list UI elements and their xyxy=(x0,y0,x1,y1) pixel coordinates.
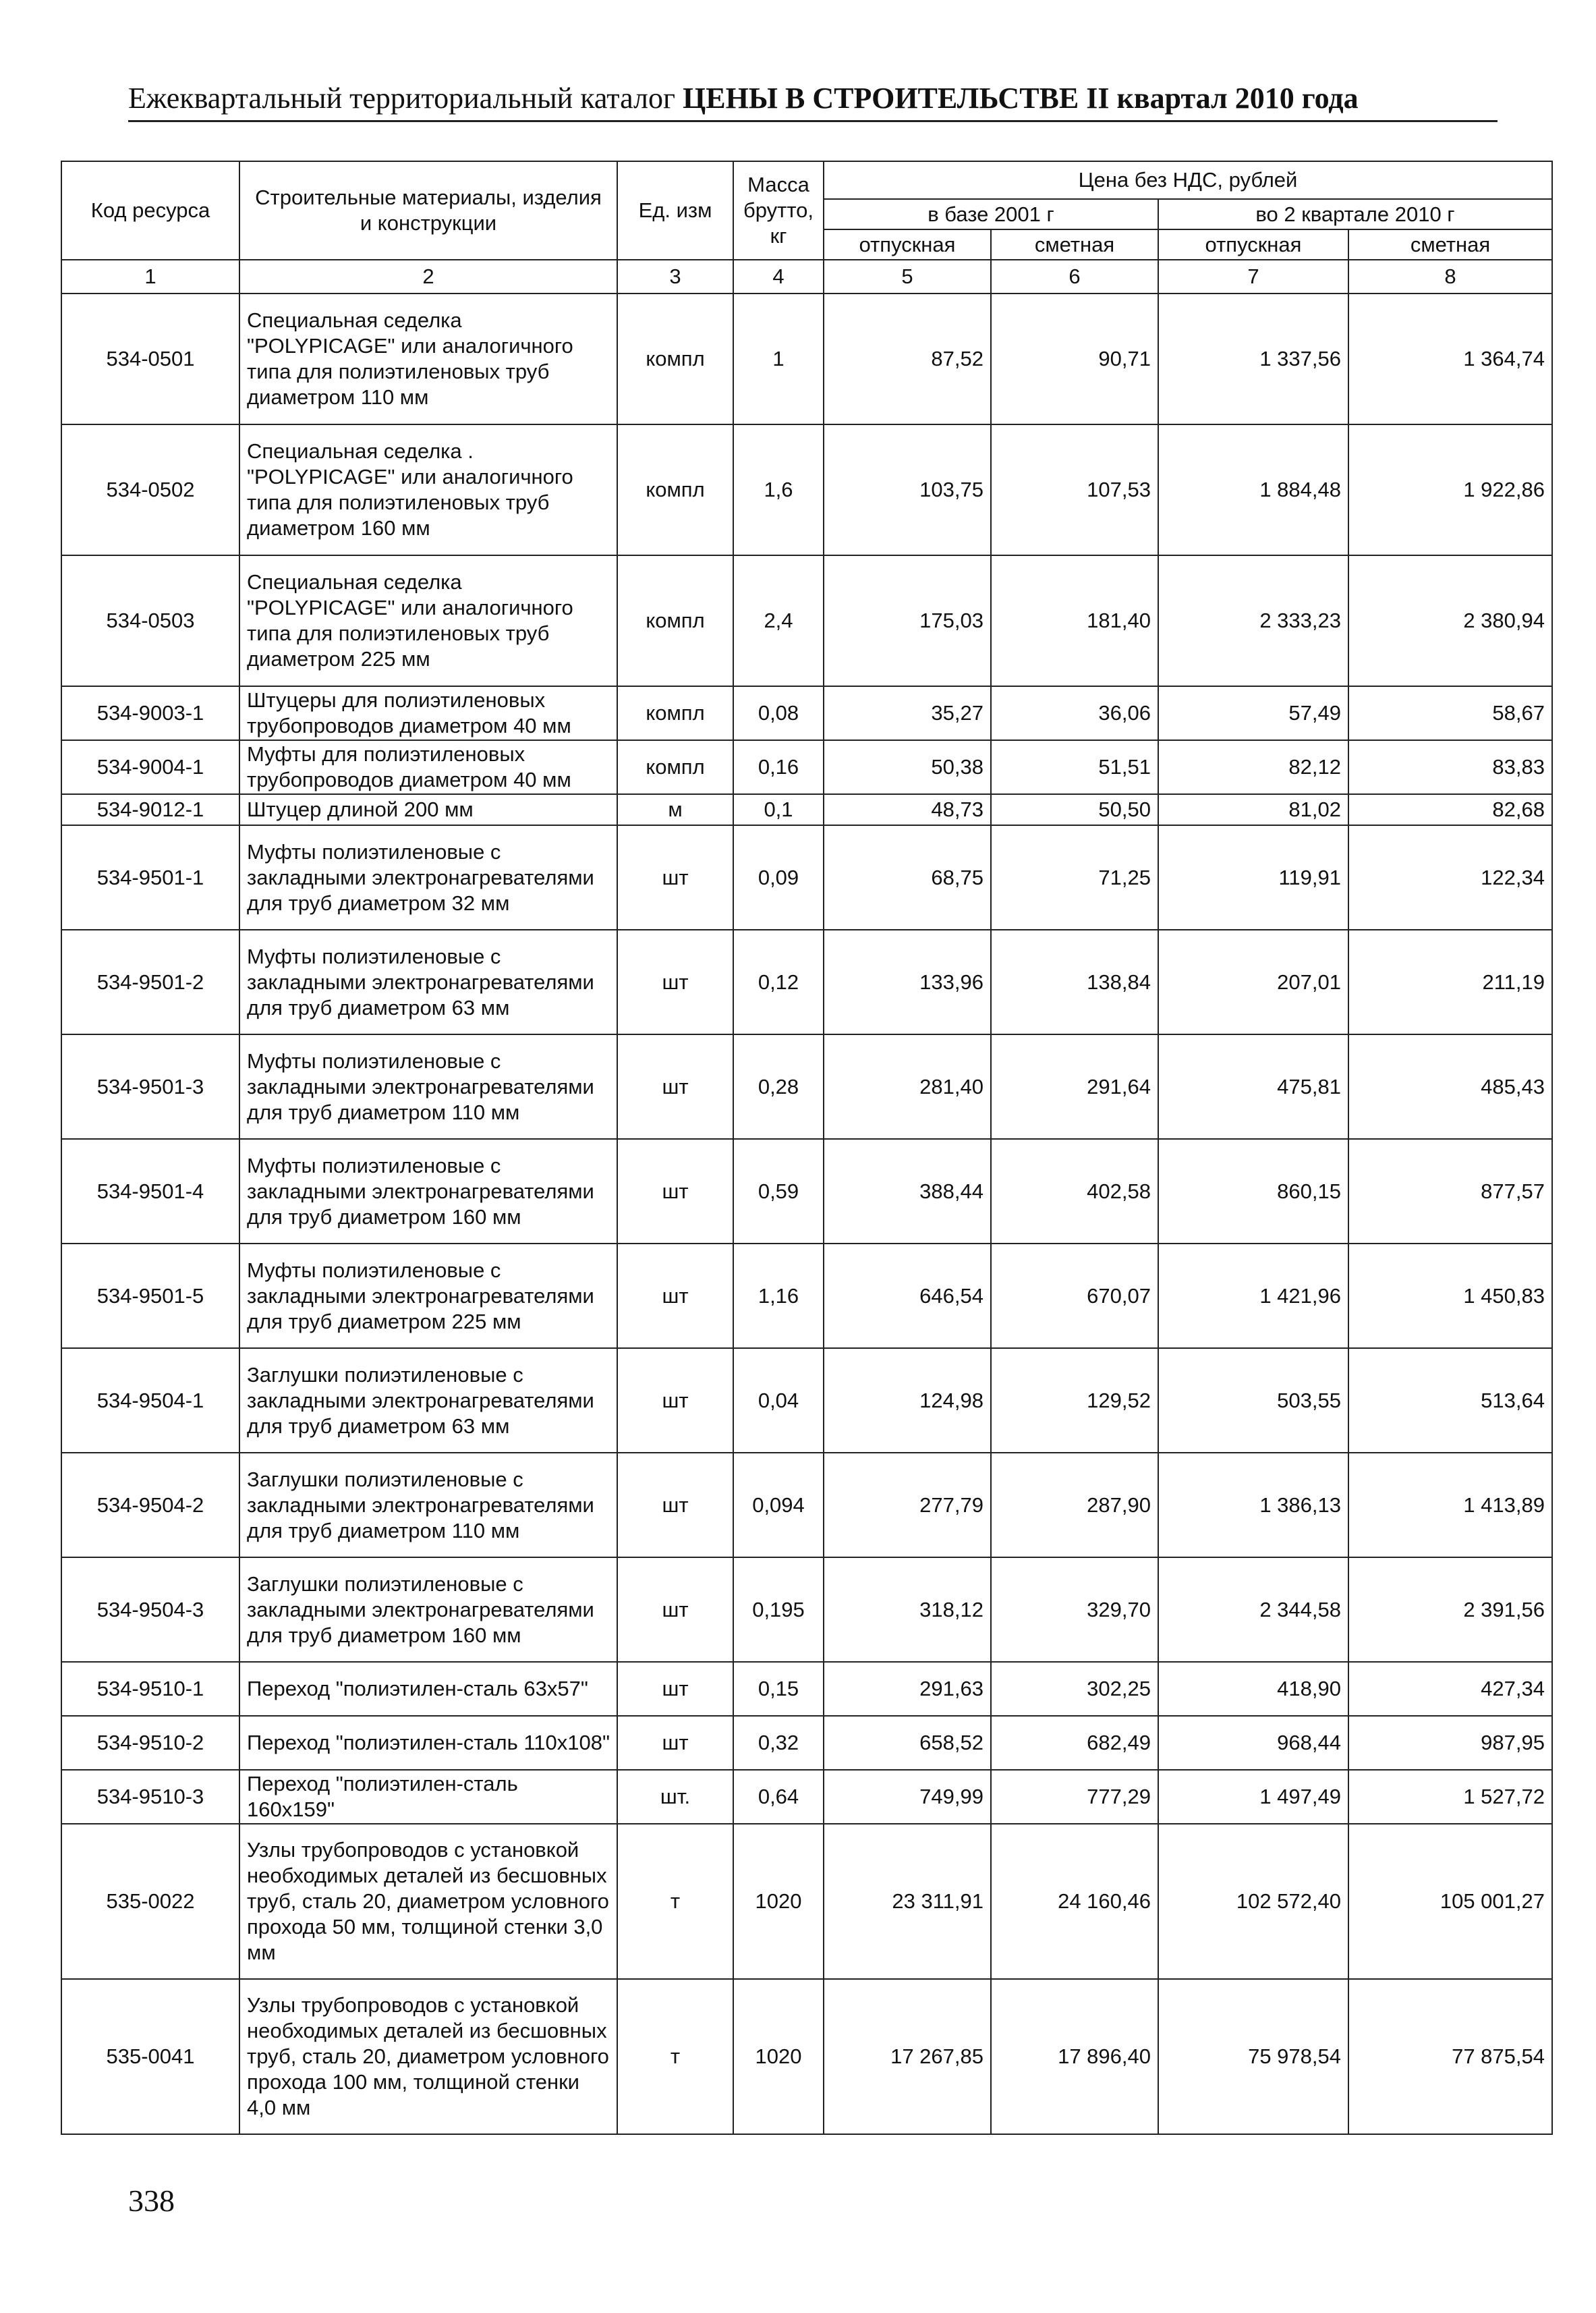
table-row xyxy=(61,294,1552,424)
page-header xyxy=(128,80,1498,117)
table-row xyxy=(61,1034,1552,1139)
base-estimate-price-cell: 777,29 xyxy=(991,1770,1158,1824)
table-row xyxy=(61,1348,1552,1453)
current-sale-price-cell: 207,01 xyxy=(1158,930,1348,1034)
material-name-cell: Муфты полиэтиленовые с закладными электронагревателями для труб диаметром 225 мм xyxy=(239,1244,617,1348)
table-row xyxy=(61,825,1552,930)
column-number: 8 xyxy=(1348,260,1552,294)
column-number-row xyxy=(61,260,1552,294)
base-estimate-price-cell: 36,06 xyxy=(991,686,1158,740)
resource-code-cell: 534-9501-2 xyxy=(61,930,239,1034)
base-sale-price-cell: 658,52 xyxy=(824,1716,991,1770)
header-current-sale: отпускная xyxy=(1158,229,1348,260)
mass-cell: 0,28 xyxy=(733,1034,824,1139)
base-estimate-price-cell: 287,90 xyxy=(991,1453,1158,1557)
current-sale-price-cell: 1 497,49 xyxy=(1158,1770,1348,1824)
base-estimate-price-cell: 50,50 xyxy=(991,794,1158,825)
table-row xyxy=(61,1770,1552,1824)
base-estimate-price-cell: 302,25 xyxy=(991,1662,1158,1716)
mass-cell: 0,04 xyxy=(733,1348,824,1453)
table-row xyxy=(61,1453,1552,1557)
resource-code-cell: 534-9504-3 xyxy=(61,1557,239,1662)
unit-cell: шт xyxy=(617,1716,733,1770)
material-name-cell: Специальная седелка . "POLYPICAGE" или аналогичного типа для полиэтиленовых труб диаметром 160 мм xyxy=(239,424,617,555)
base-sale-price-cell: 291,63 xyxy=(824,1662,991,1716)
current-sale-price-cell: 1 386,13 xyxy=(1158,1453,1348,1557)
unit-cell: шт xyxy=(617,930,733,1034)
unit-cell: компл xyxy=(617,294,733,424)
material-name-cell: Штуцеры для полиэтиленовых трубопроводов диаметром 40 мм xyxy=(239,686,617,740)
base-sale-price-cell: 175,03 xyxy=(824,555,991,686)
material-name-cell: Узлы трубопроводов с установкой необходимых деталей из бесшовных труб, сталь 20, диаметром условного прохода 50 мм, толщиной стенки 3,0 мм xyxy=(239,1824,617,1979)
current-estimate-price-cell: 211,19 xyxy=(1348,930,1552,1034)
unit-cell: компл xyxy=(617,740,733,794)
base-sale-price-cell: 281,40 xyxy=(824,1034,991,1139)
base-estimate-price-cell: 329,70 xyxy=(991,1557,1158,1662)
current-estimate-price-cell: 513,64 xyxy=(1348,1348,1552,1453)
base-sale-price-cell: 48,73 xyxy=(824,794,991,825)
base-sale-price-cell: 133,96 xyxy=(824,930,991,1034)
unit-cell: компл xyxy=(617,555,733,686)
unit-cell: т xyxy=(617,1979,733,2134)
current-estimate-price-cell: 1 364,74 xyxy=(1348,294,1552,424)
current-estimate-price-cell: 122,34 xyxy=(1348,825,1552,930)
base-sale-price-cell: 388,44 xyxy=(824,1139,991,1244)
current-estimate-price-cell: 82,68 xyxy=(1348,794,1552,825)
mass-cell: 2,4 xyxy=(733,555,824,686)
material-name-cell: Заглушки полиэтиленовые с закладными электронагревателями для труб диаметром 63 мм xyxy=(239,1348,617,1453)
table-row xyxy=(61,740,1552,794)
current-sale-price-cell: 75 978,54 xyxy=(1158,1979,1348,2134)
current-sale-price-cell: 102 572,40 xyxy=(1158,1824,1348,1979)
unit-cell: м xyxy=(617,794,733,825)
base-estimate-price-cell: 24 160,46 xyxy=(991,1824,1158,1979)
resource-code-cell: 534-9012-1 xyxy=(61,794,239,825)
resource-code-cell: 534-9501-5 xyxy=(61,1244,239,1348)
resource-code-cell: 534-9501-4 xyxy=(61,1139,239,1244)
base-estimate-price-cell: 51,51 xyxy=(991,740,1158,794)
base-estimate-price-cell: 129,52 xyxy=(991,1348,1158,1453)
material-name-cell: Специальная седелка "POLYPICAGE" или аналогичного типа для полиэтиленовых труб диаметром 225 мм xyxy=(239,555,617,686)
header-period: II квартал 2010 года xyxy=(1086,82,1359,115)
unit-cell: шт xyxy=(617,1348,733,1453)
resource-code-cell: 535-0041 xyxy=(61,1979,239,2134)
material-name-cell: Узлы трубопроводов с установкой необходимых деталей из бесшовных труб, сталь 20, диаметром условного прохода 100 мм, толщиной стенки 4,0 мм xyxy=(239,1979,617,2134)
base-sale-price-cell: 646,54 xyxy=(824,1244,991,1348)
current-estimate-price-cell: 105 001,27 xyxy=(1348,1824,1552,1979)
resource-code-cell: 534-9003-1 xyxy=(61,686,239,740)
mass-cell: 1020 xyxy=(733,1824,824,1979)
mass-cell: 0,15 xyxy=(733,1662,824,1716)
resource-code-cell: 534-9504-1 xyxy=(61,1348,239,1453)
current-sale-price-cell: 860,15 xyxy=(1158,1139,1348,1244)
current-estimate-price-cell: 1 527,72 xyxy=(1348,1770,1552,1824)
mass-cell: 0,09 xyxy=(733,825,824,930)
resource-code-cell: 534-9510-2 xyxy=(61,1716,239,1770)
base-sale-price-cell: 35,27 xyxy=(824,686,991,740)
material-name-cell: Переход "полиэтилен-сталь 160x159" xyxy=(239,1770,617,1824)
current-sale-price-cell: 2 344,58 xyxy=(1158,1557,1348,1662)
resource-code-cell: 534-0502 xyxy=(61,424,239,555)
page-number: 338 xyxy=(128,2183,175,2218)
current-estimate-price-cell: 83,83 xyxy=(1348,740,1552,794)
current-sale-price-cell: 1 421,96 xyxy=(1158,1244,1348,1348)
resource-code-cell: 534-9504-2 xyxy=(61,1453,239,1557)
resource-code-cell: 534-9004-1 xyxy=(61,740,239,794)
base-sale-price-cell: 50,38 xyxy=(824,740,991,794)
current-sale-price-cell: 503,55 xyxy=(1158,1348,1348,1453)
base-sale-price-cell: 68,75 xyxy=(824,825,991,930)
table-row xyxy=(61,794,1552,825)
material-name-cell: Муфты полиэтиленовые с закладными электронагревателями для труб диаметром 110 мм xyxy=(239,1034,617,1139)
mass-cell: 1,16 xyxy=(733,1244,824,1348)
base-estimate-price-cell: 402,58 xyxy=(991,1139,1158,1244)
mass-cell: 1020 xyxy=(733,1979,824,2134)
mass-cell: 0,59 xyxy=(733,1139,824,1244)
material-name-cell: Муфты полиэтиленовые с закладными электронагревателями для труб диаметром 160 мм xyxy=(239,1139,617,1244)
unit-cell: компл xyxy=(617,424,733,555)
mass-cell: 0,12 xyxy=(733,930,824,1034)
base-estimate-price-cell: 90,71 xyxy=(991,294,1158,424)
unit-cell: шт xyxy=(617,1244,733,1348)
current-estimate-price-cell: 77 875,54 xyxy=(1348,1979,1552,2134)
resource-code-cell: 534-9510-1 xyxy=(61,1662,239,1716)
table-row xyxy=(61,424,1552,555)
header-current: во 2 квартале 2010 г xyxy=(1158,199,1552,229)
table-row xyxy=(61,1139,1552,1244)
header-base: в базе 2001 г xyxy=(824,199,1158,229)
mass-cell: 0,16 xyxy=(733,740,824,794)
column-number: 2 xyxy=(239,260,617,294)
unit-cell: шт xyxy=(617,1034,733,1139)
mass-cell: 0,64 xyxy=(733,1770,824,1824)
material-name-cell: Переход "полиэтилен-сталь 110x108" xyxy=(239,1716,617,1770)
base-sale-price-cell: 87,52 xyxy=(824,294,991,424)
resource-code-cell: 534-9501-3 xyxy=(61,1034,239,1139)
header-prefix: Ежеквартальный территориальный каталог xyxy=(128,82,675,115)
current-estimate-price-cell: 427,34 xyxy=(1348,1662,1552,1716)
table-row xyxy=(61,1979,1552,2134)
current-estimate-price-cell: 2 391,56 xyxy=(1348,1557,1552,1662)
current-sale-price-cell: 57,49 xyxy=(1158,686,1348,740)
current-sale-price-cell: 475,81 xyxy=(1158,1034,1348,1139)
material-name-cell: Штуцер длиной 200 мм xyxy=(239,794,617,825)
base-estimate-price-cell: 181,40 xyxy=(991,555,1158,686)
base-estimate-price-cell: 107,53 xyxy=(991,424,1158,555)
current-estimate-price-cell: 1 922,86 xyxy=(1348,424,1552,555)
header-unit: Ед. изм xyxy=(617,161,733,260)
material-name-cell: Заглушки полиэтиленовые с закладными электронагревателями для труб диаметром 110 мм xyxy=(239,1453,617,1557)
mass-cell: 0,195 xyxy=(733,1557,824,1662)
header-code: Код ресурса xyxy=(61,161,239,260)
mass-cell: 1 xyxy=(733,294,824,424)
base-sale-price-cell: 17 267,85 xyxy=(824,1979,991,2134)
current-estimate-price-cell: 987,95 xyxy=(1348,1716,1552,1770)
base-estimate-price-cell: 138,84 xyxy=(991,930,1158,1034)
table-row xyxy=(61,1716,1552,1770)
unit-cell: т xyxy=(617,1824,733,1979)
unit-cell: шт xyxy=(617,1453,733,1557)
header-base-sale: отпускная xyxy=(824,229,991,260)
header-name: Строительные материалы, изделия и конструкции xyxy=(239,161,617,260)
table-row xyxy=(61,1662,1552,1716)
current-sale-price-cell: 1 884,48 xyxy=(1158,424,1348,555)
resource-code-cell: 534-9501-1 xyxy=(61,825,239,930)
current-estimate-price-cell: 58,67 xyxy=(1348,686,1552,740)
table-row xyxy=(61,686,1552,740)
price-table xyxy=(61,161,1553,2135)
header-mass: Масса брутто, кг xyxy=(733,161,824,260)
table-row xyxy=(61,1824,1552,1979)
column-number: 5 xyxy=(824,260,991,294)
current-sale-price-cell: 81,02 xyxy=(1158,794,1348,825)
current-sale-price-cell: 968,44 xyxy=(1158,1716,1348,1770)
current-sale-price-cell: 1 337,56 xyxy=(1158,294,1348,424)
header-current-estimate: сметная xyxy=(1348,229,1552,260)
current-sale-price-cell: 2 333,23 xyxy=(1158,555,1348,686)
unit-cell: шт xyxy=(617,1662,733,1716)
current-estimate-price-cell: 1 413,89 xyxy=(1348,1453,1552,1557)
resource-code-cell: 534-9510-3 xyxy=(61,1770,239,1824)
resource-code-cell: 535-0022 xyxy=(61,1824,239,1979)
material-name-cell: Специальная седелка "POLYPICAGE" или аналогичного типа для полиэтиленовых труб диаметром 110 мм xyxy=(239,294,617,424)
base-sale-price-cell: 124,98 xyxy=(824,1348,991,1453)
column-number: 3 xyxy=(617,260,733,294)
current-estimate-price-cell: 1 450,83 xyxy=(1348,1244,1552,1348)
mass-cell: 1,6 xyxy=(733,424,824,555)
material-name-cell: Заглушки полиэтиленовые с закладными электронагревателями для труб диаметром 160 мм xyxy=(239,1557,617,1662)
current-estimate-price-cell: 2 380,94 xyxy=(1348,555,1552,686)
mass-cell: 0,1 xyxy=(733,794,824,825)
unit-cell: компл xyxy=(617,686,733,740)
unit-cell: шт xyxy=(617,1557,733,1662)
resource-code-cell: 534-0503 xyxy=(61,555,239,686)
unit-cell: шт. xyxy=(617,1770,733,1824)
current-sale-price-cell: 119,91 xyxy=(1158,825,1348,930)
base-estimate-price-cell: 17 896,40 xyxy=(991,1979,1158,2134)
material-name-cell: Переход "полиэтилен-сталь 63x57" xyxy=(239,1662,617,1716)
current-estimate-price-cell: 877,57 xyxy=(1348,1139,1552,1244)
base-estimate-price-cell: 670,07 xyxy=(991,1244,1158,1348)
base-sale-price-cell: 277,79 xyxy=(824,1453,991,1557)
material-name-cell: Муфты для полиэтиленовых трубопроводов диаметром 40 мм xyxy=(239,740,617,794)
header-divider xyxy=(128,120,1498,122)
base-sale-price-cell: 749,99 xyxy=(824,1770,991,1824)
mass-cell: 0,094 xyxy=(733,1453,824,1557)
header-base-estimate: сметная xyxy=(991,229,1158,260)
header-price: Цена без НДС, рублей xyxy=(824,161,1552,199)
base-sale-price-cell: 103,75 xyxy=(824,424,991,555)
column-number: 7 xyxy=(1158,260,1348,294)
unit-cell: шт xyxy=(617,1139,733,1244)
mass-cell: 0,32 xyxy=(733,1716,824,1770)
unit-cell: шт xyxy=(617,825,733,930)
table-row xyxy=(61,930,1552,1034)
current-sale-price-cell: 82,12 xyxy=(1158,740,1348,794)
column-number: 6 xyxy=(991,260,1158,294)
header-title: ЦЕНЫ В СТРОИТЕЛЬСТВЕ xyxy=(683,82,1079,115)
column-number: 4 xyxy=(733,260,824,294)
column-number: 1 xyxy=(61,260,239,294)
base-estimate-price-cell: 71,25 xyxy=(991,825,1158,930)
resource-code-cell: 534-0501 xyxy=(61,294,239,424)
material-name-cell: Муфты полиэтиленовые с закладными электронагревателями для труб диаметром 63 мм xyxy=(239,930,617,1034)
current-sale-price-cell: 418,90 xyxy=(1158,1662,1348,1716)
base-estimate-price-cell: 291,64 xyxy=(991,1034,1158,1139)
table-row xyxy=(61,555,1552,686)
base-sale-price-cell: 23 311,91 xyxy=(824,1824,991,1979)
table-row xyxy=(61,1244,1552,1348)
mass-cell: 0,08 xyxy=(733,686,824,740)
table-row xyxy=(61,1557,1552,1662)
base-estimate-price-cell: 682,49 xyxy=(991,1716,1158,1770)
material-name-cell: Муфты полиэтиленовые с закладными электронагревателями для труб диаметром 32 мм xyxy=(239,825,617,930)
base-sale-price-cell: 318,12 xyxy=(824,1557,991,1662)
current-estimate-price-cell: 485,43 xyxy=(1348,1034,1552,1139)
